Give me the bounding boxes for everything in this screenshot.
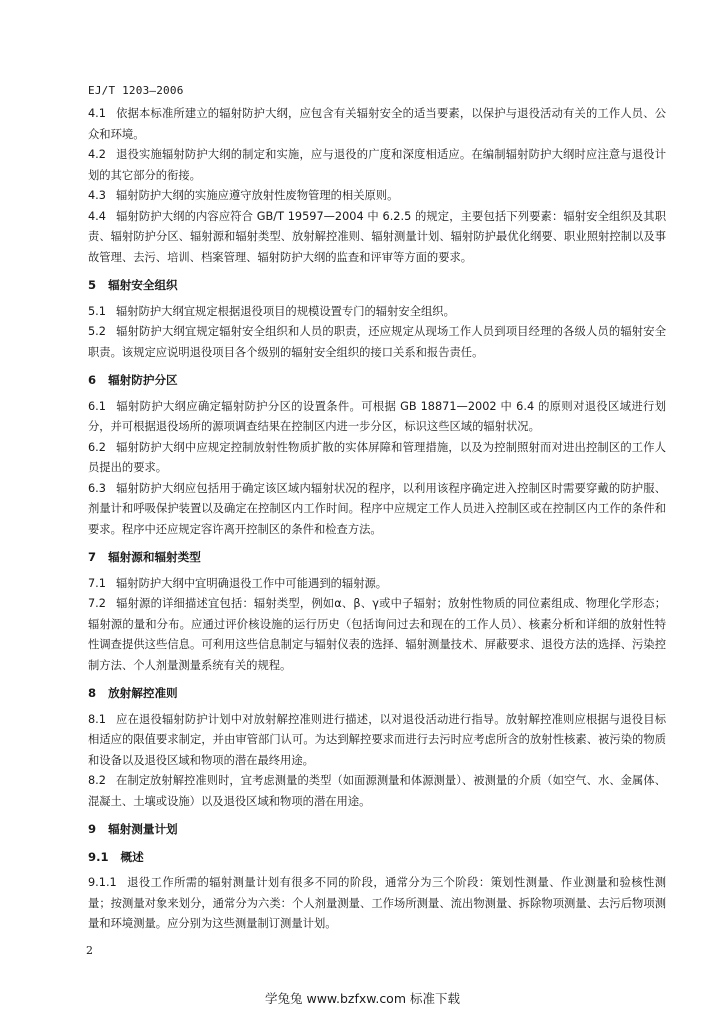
clause-number: 6.1 <box>88 399 106 413</box>
clause-number: 5.2 <box>88 325 106 338</box>
section-heading <box>88 275 666 296</box>
footer-watermark: 学兔兔 www.bzfxw.com 标准下载 <box>265 991 460 1006</box>
clause-number: 4.1 <box>88 107 106 120</box>
clause-text: 辐射防护大纲宜规定根据退役项目的规模设置专门的辐射安全组织。 <box>115 304 455 318</box>
clause-text: 概述 <box>120 849 144 864</box>
section-heading <box>88 847 666 868</box>
clause-text: 放射解控准则 <box>108 686 178 700</box>
clause-text: 辐射防护分区 <box>108 373 178 387</box>
clause-text: 辐射防护大纲宜规定辐射安全组织和人员的职责，还应规定从现场工作人员到项目经理的各级人员的辐射安全职责。该规定应说明退役项目各个级别的辐射安全组织的接口关系和报告责任。 <box>88 325 666 359</box>
clause-paragraph <box>88 594 666 676</box>
clause-number: 6.2 <box>88 440 106 454</box>
document-body <box>88 104 666 935</box>
section-heading <box>88 370 666 391</box>
clause-text: 辐射防护大纲中应规定控制放射性物质扩散的实体屏障和管理措施，以及为控制照射而对进出控制区的工作人员提出的要求。 <box>88 440 666 474</box>
clause-number: 4.2 <box>88 148 106 161</box>
clause-number: 5.1 <box>88 304 106 318</box>
clause-paragraph <box>88 104 666 145</box>
clause-number: 7 <box>88 550 97 564</box>
clause-paragraph <box>88 186 666 207</box>
clause-number: 8.2 <box>88 774 106 787</box>
clause-text: 辐射源和辐射类型 <box>108 550 201 564</box>
section-heading <box>88 819 666 840</box>
clause-number: 9 <box>88 822 97 836</box>
clause-text: 辐射测量计划 <box>108 822 178 836</box>
clause-paragraph <box>88 438 666 479</box>
clause-number: 9.1 <box>88 849 109 864</box>
clause-number: 6 <box>88 373 97 387</box>
clause-text: 辐射防护大纲中宜明确退役工作中可能遇到的辐射源。 <box>115 576 388 590</box>
clause-paragraph <box>88 574 666 595</box>
section-heading <box>88 547 666 568</box>
clause-paragraph <box>88 322 666 363</box>
clause-text: 退役工作所需的辐射测量计划有很多不同的阶段，通常分为三个阶段：策划性测量、作业测量和验核性测量；按测量对象来划分，通常分为六类：个人剂量测量、工作场所测量、流出物测量、拆除物项测量、去污后物项测量和环境测量。应分别为这些测量制订测量计划。 <box>88 876 666 930</box>
clause-number: 6.3 <box>88 481 106 495</box>
clause-paragraph <box>88 145 666 186</box>
clause-paragraph <box>88 710 666 772</box>
clause-number: 4.4 <box>88 209 106 223</box>
page-number: 2 <box>86 944 93 957</box>
clause-paragraph <box>88 873 666 935</box>
clause-text: 辐射防护大纲应包括用于确定该区域内辐射状况的程序，以利用该程序确定进入控制区时需要穿戴的防护服、剂量计和呼吸保护装置以及确定在控制区内工作时间。程序中应规定工作人员进入控制区或在控制区内工作的条件和要求。程序中还应规定容许离开控制区的条件和检查方法。 <box>88 481 666 536</box>
clause-text: 依据本标准所建立的辐射防护大纲，应包含有关辐射安全的适当要素，以保护与退役活动有关的工作人员、公众和环境。 <box>88 107 666 141</box>
clause-paragraph <box>88 771 666 812</box>
clause-paragraph <box>88 479 666 541</box>
clause-text: 在制定放射解控准则时，宜考虑测量的类型（如面源测量和体源测量）、被测量的介质（如空气、水、金属体、混凝土、土壤或设施）以及退役区域和物项的潜在用途。 <box>88 774 666 808</box>
clause-number: 5 <box>88 278 97 292</box>
clause-paragraph <box>88 207 666 269</box>
clause-paragraph <box>88 397 666 438</box>
clause-text: 辐射防护大纲的内容应符合 GB/T 19597—2004 中 6.2.5 的规定，主要包括下列要素：辐射安全组织及其职责、辐射防护分区、辐射源和辐射类型、放射解控准则、辐射测量计划、辐射防护最优化纲要、职业照射控制以及事故管理、去污、培训、档案管理、辐射防护大纲的监查和评审等方面的要求。 <box>88 209 666 264</box>
clause-text: 辐射防护大纲的实施应遵守放射性废物管理的相关原则。 <box>115 189 399 202</box>
clause-number: 8.1 <box>88 712 106 726</box>
standard-code: EJ/T 1203—2006 <box>88 84 184 97</box>
section-heading <box>88 683 666 704</box>
clause-number: 8 <box>88 686 97 700</box>
clause-number: 9.1.1 <box>88 876 117 889</box>
clause-number: 7.2 <box>88 597 106 610</box>
clause-text: 应在退役辐射防护计划中对放射解控准则进行描述，以对退役活动进行指导。放射解控准则应根据与退役目标相适应的限值要求制定，并由审管部门认可。为达到解控要求而进行去污时应考虑所含的放射性核素、被污染的物质和设备以及退役区域和物项的潜在最终用途。 <box>88 712 666 767</box>
clause-text: 辐射防护大纲应确定辐射防护分区的设置条件。可根据 GB 18871—2002 中 6.4 的原则对退役区域进行划分，并可根据退役场所的源项调查结果在控制区内进一步分区，标识这些区域的辐射状况。 <box>88 399 666 433</box>
clause-text: 辐射安全组织 <box>108 278 178 292</box>
clause-text: 退役实施辐射防护大纲的制定和实施，应与退役的广度和深度相适应。在编制辐射防护大纲时应注意与退役计划的其它部分的衔接。 <box>88 148 666 182</box>
clause-paragraph <box>88 302 666 323</box>
clause-text: 辐射源的详细描述宜包括：辐射类型，例如α、β、γ或中子辐射；放射性物质的同位素组成、物理化学形态；辐射源的量和分布。应通过评价核设施的运行历史（包括询问过去和现在的工作人员）、核素分析和详细的放射性特性调查提供这些信息。可利用这些信息制定与辐射仪表的选择、辐射测量技术、屏蔽要求、退役方法的选择、污染控制方法、个人剂量测量系统有关的规程。 <box>88 597 666 672</box>
clause-number: 7.1 <box>88 576 106 590</box>
clause-number: 4.3 <box>88 189 106 202</box>
